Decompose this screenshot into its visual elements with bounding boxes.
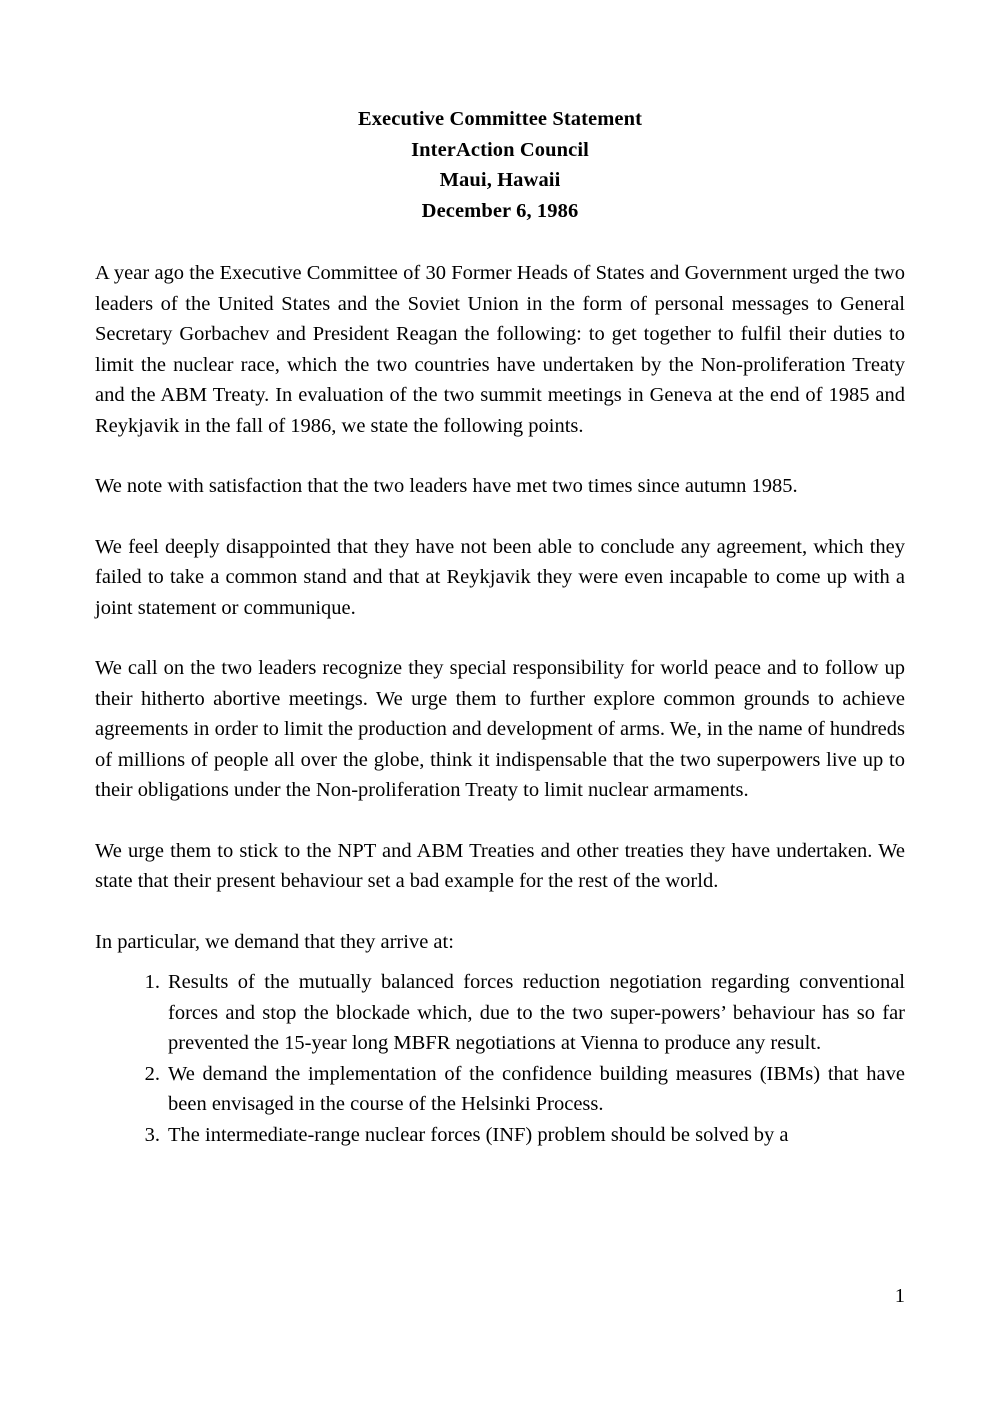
document-title-block [95, 104, 905, 226]
paragraph-call-to-leaders: We call on the two leaders recognize they special responsibility for world peace and to follow up their hitherto abortive meetings. We urge them to further explore common grounds to achieve agreements in order to limit the production and development of arms. We, in the name of hundreds of millions of people all over the globe, think it indispensable that the two superpowers live up to their obligations under the Non-proliferation Treaty to limit nuclear armaments. [95, 657, 905, 801]
paragraph-satisfaction: We note with satisfaction that the two leaders have met two times since autumn 1985. [95, 475, 798, 497]
list-intro: In particular, we demand that they arrive at: [95, 930, 454, 953]
title-line-statement: Executive Committee Statement [357, 108, 643, 130]
title-line-date: December 6, 1986 [421, 199, 579, 222]
demand-text-2: We demand the implementation of the confidence building measures (IBMs) that have been envisaged in the course of the Helsinki Process. [168, 1062, 905, 1115]
paragraph-treaties: We urge them to stick to the NPT and ABM Treaties and other treaties they have undertaken. We state that their present behaviour set a bad example for the rest of the world. [95, 839, 905, 892]
page-number: 1 [894, 1285, 905, 1307]
document-body [95, 258, 905, 1150]
title-line-location: Maui, Hawaii [439, 169, 561, 191]
demand-text-3: The intermediate-range nuclear forces (INF) problem should be solved by a [168, 1123, 789, 1146]
paragraph-disappointment: We feel deeply disappointed that they have not been able to conclude any agreement, which they failed to take a common stand and that at Reykjavik they were even incapable to come up with a joint statement or communique. [95, 535, 905, 619]
demand-text-1: Results of the mutually balanced forces reduction negotiation regarding conventional forces and stop the blockade which, due to the two super-powers’ behaviour has so far prevented the 15-year long MBFR negotiations at Vienna to produce any result. [168, 971, 905, 1054]
document-content [95, 104, 905, 1150]
title-line-organization: InterAction Council [411, 138, 589, 161]
demand-item-2 [95, 1059, 905, 1120]
demand-marker-3: 3. [144, 1123, 160, 1146]
demand-item-3 [95, 1120, 905, 1151]
demand-marker-2: 2. [144, 1062, 160, 1085]
paragraph-background: A year ago the Executive Committee of 30 Former Heads of States and Government urged the two leaders of the United States and the Soviet Union in the form of personal messages to General Secretary Gorbachev and President Reagan the following: to get together to fulfil their duties to limit the nuclear race, which the two countries have undertaken by the Non-proliferation Treaty and the ABM Treaty. In evaluation of the two summit meetings in Geneva at the end of 1985 and Reykjavik in the fall of 1986, we state the following points. [95, 262, 905, 437]
demand-marker-1: 1. [144, 971, 160, 993]
demand-item-1 [95, 967, 905, 1059]
demand-list [95, 967, 905, 1150]
